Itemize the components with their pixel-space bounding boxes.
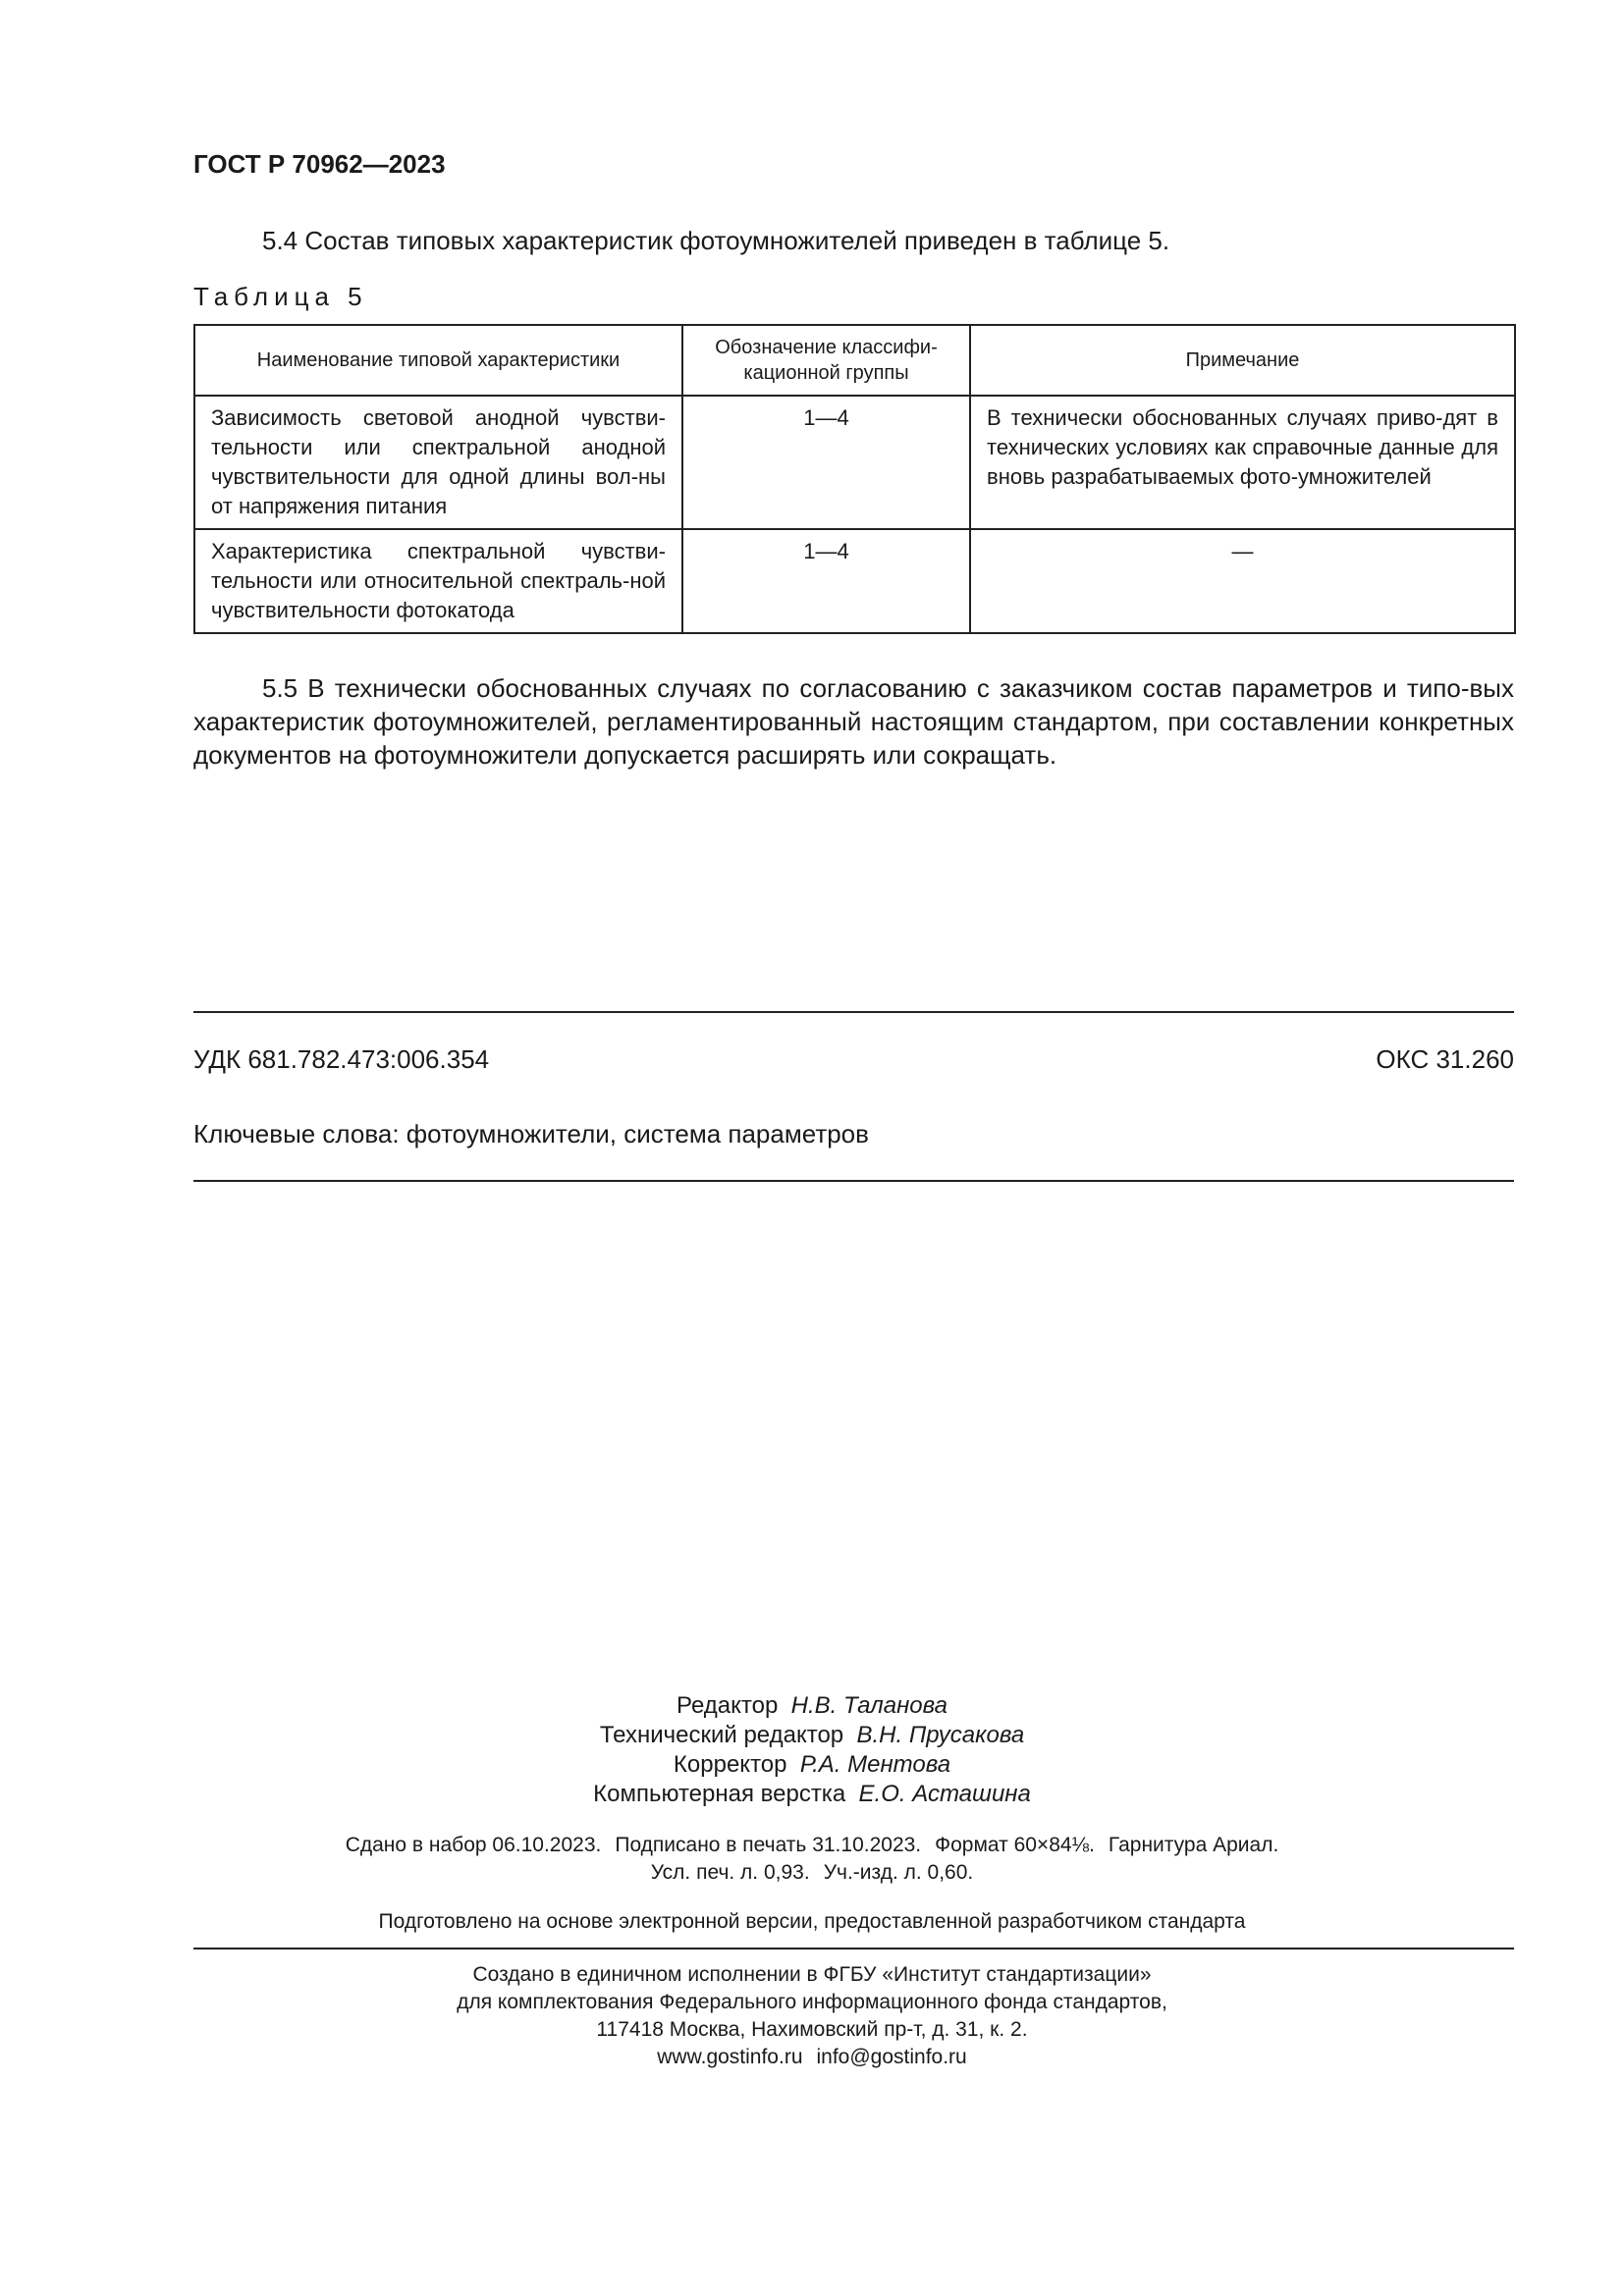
- oks-code: ОКС 31.260: [1376, 1044, 1514, 1074]
- table-caption: Таблица 5: [193, 282, 368, 311]
- imprint-submitted: Сдано в набор 06.10.2023.: [345, 1834, 602, 1856]
- cell-characteristic-name: Зависимость световой анодной чувстви-тельности или спектральной анодной чувствительности для одной длины вол-ны от напряжения питания: [194, 396, 682, 529]
- staff-layout: [0, 1780, 1624, 1809]
- imprint-format: Формат 60×84⅛.: [935, 1834, 1095, 1856]
- table-row: [194, 396, 1515, 529]
- header-characteristic-name: Наименование типовой характеристики: [194, 325, 682, 396]
- divider-top: [193, 1011, 1514, 1013]
- imprint-pub-sheets: Уч.-изд. л. 0,60.: [823, 1861, 974, 1884]
- udk-code: УДК 681.782.473:006.354: [193, 1044, 490, 1074]
- cell-note: —: [970, 529, 1515, 633]
- imprint-prepared: Подготовлено на основе электронной версии, предоставленной разработчиком стандарта: [378, 1910, 1246, 1933]
- imprint-signed: Подписано в печать 31.10.2023.: [615, 1834, 922, 1856]
- staff-name: В.Н. Прусакова: [856, 1722, 1025, 1748]
- staff-role: Компьютерная верстка: [593, 1781, 846, 1807]
- cell-characteristic-name: Характеристика спектральной чувстви-тельности или относительной спектраль-ной чувствительности фотокатода: [194, 529, 682, 633]
- characteristics-table: [193, 324, 1516, 634]
- cell-classification-group: 1—4: [682, 396, 970, 529]
- imprint-site-link[interactable]: www.gostinfo.ru: [657, 2046, 803, 2068]
- document-code: ГОСТ Р 70962—2023: [193, 149, 446, 179]
- imprint-print-sheets: Усл. печ. л. 0,93.: [650, 1861, 810, 1884]
- imprint-email-link[interactable]: info@gostinfo.ru: [816, 2046, 967, 2068]
- staff-editor: [0, 1691, 1624, 1721]
- paragraph-5-5-text: 5.5 В технически обоснованных случаях по согласованию с заказчиком состав параметров и типо-вых характеристик фотоумножителей, регламентированный настоящим стандартом, при составлении конкретных документов на фотоумножители допускается расширять или сокращать.: [193, 673, 1514, 770]
- header-classification-group: Обозначение классифи-кационной группы: [682, 325, 970, 396]
- staff-name: Р.А. Ментова: [799, 1751, 951, 1778]
- imprint-created-1: Создано в единичном исполнении в ФГБУ «Институт стандартизации»: [472, 1963, 1152, 1986]
- imprint-font: Гарнитура Ариал.: [1108, 1834, 1279, 1856]
- cell-note: В технически обоснованных случаях приво-дят в технических условиях как справочные данные для вновь разрабатываемых фото-умножителей: [970, 396, 1515, 529]
- divider-imprint: [193, 1948, 1514, 1949]
- staff-role: Редактор: [677, 1692, 779, 1719]
- paragraph-5-4-text: 5.4 Состав типовых характеристик фотоумножителей приведен в таблице 5.: [262, 226, 1170, 255]
- cell-classification-group: 1—4: [682, 529, 970, 633]
- imprint-created-2: для комплектования Федерального информационного фонда стандартов,: [457, 1991, 1167, 2013]
- imprint-line-2: [0, 1859, 1624, 1887]
- staff-role: Корректор: [673, 1751, 787, 1778]
- staff-role: Технический редактор: [599, 1722, 844, 1748]
- imprint-contacts: [0, 2044, 1624, 2071]
- staff-tech-editor: [0, 1721, 1624, 1750]
- header-note: Примечание: [970, 325, 1515, 396]
- staff-name: Н.В. Таланова: [790, 1692, 947, 1719]
- staff-name: Е.О. Асташина: [858, 1781, 1031, 1807]
- table-row: [194, 529, 1515, 633]
- imprint-line-1: [0, 1832, 1624, 1859]
- staff-corrector: [0, 1750, 1624, 1780]
- paragraph-5-5: [193, 671, 1514, 772]
- keywords: Ключевые слова: фотоумножители, система параметров: [193, 1119, 869, 1148]
- imprint-address: 117418 Москва, Нахимовский пр-т, д. 31, к. 2.: [596, 2018, 1028, 2041]
- table-header-row: [194, 325, 1515, 396]
- divider-bottom: [193, 1180, 1514, 1182]
- paragraph-5-4: [193, 224, 1514, 257]
